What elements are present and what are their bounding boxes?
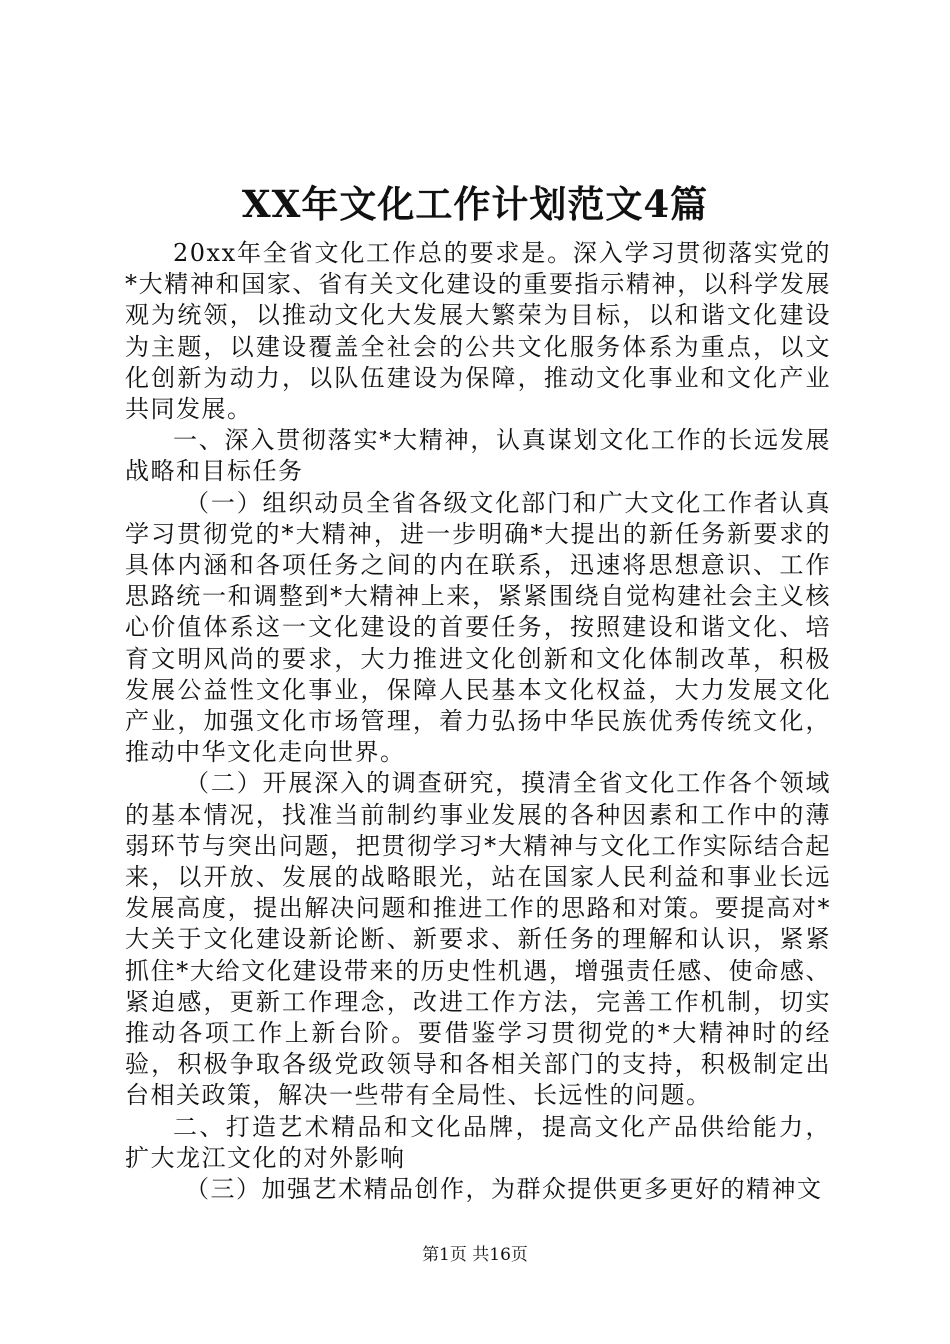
paragraph-item-2: （二）开展深入的调查研究，摸清全省文化工作各个领域的基本情况，找准当前制约事业发展的各种因素和工作中的薄弱环节与突出问题，把贯彻学习*大精神与文化工作实际结合起来，以开放、发展的战略眼光，站在国家人民利益和事业长远发展高度，提出解决问题和推进工作的思路和对策。要提高对*大关于文化建设新论断、新要求、新任务的理解和认识，紧紧抓住*大给文化建设带来的历史性机遇，增强责任感、使命感、紧迫感，更新工作理念，改进工作方法，完善工作机制，切实推动各项工作上新台阶。要借鉴学习贯彻党的*大精神时的经验，积极争取各级党政领导和各相关部门的支持，积极制定出台相关政策，解决一些带有全局性、长远性的问题。 bbox=[125, 769, 831, 1110]
section-heading-1: 一、深入贯彻落实*大精神，认真谋划文化工作的长远发展战略和目标任务 bbox=[125, 426, 831, 486]
document-body bbox=[125, 238, 831, 1205]
page-title: XX年文化工作计划范文4篇 bbox=[241, 182, 709, 226]
paragraph-item-3: （三）加强艺术精品创作，为群众提供更多更好的精神文 bbox=[185, 1175, 823, 1204]
paragraph-intro: 20xx年全省文化工作总的要求是。深入学习贯彻落实党的*大精神和国家、省有关文化建设的重要指示精神，以科学发展观为统领，以推动文化大发展大繁荣为目标，以和谐文化建设为主题，以建设覆盖全社会的公共文化服务体系为重点，以文化创新为动力，以队伍建设为保障，推动文化事业和文化产业共同发展。 bbox=[125, 239, 831, 424]
paragraph-item-1: （一）组织动员全省各级文化部门和广大文化工作者认真学习贯彻党的*大精神，进一步明确*大提出的新任务新要求的具体内涵和各项任务之间的内在联系，迅速将思想意识、工作思路统一和调整到*大精神上来，紧紧围绕自觉构建社会主义核心价值体系这一文化建设的首要任务，按照建设和谐文化、培育文明风尚的要求，大力推进文化创新和文化体制改革，积极发展公益性文化事业，保障人民基本文化权益，大力发展文化产业，加强文化市场管理，着力弘扬中华民族优秀传统文化，推动中华文化走向世界。 bbox=[125, 488, 831, 767]
page-number: 第1页 共16页 bbox=[422, 1245, 528, 1265]
section-heading-2: 二、打造艺术精品和文化品牌，提高文化产品供给能力，扩大龙江文化的对外影响 bbox=[125, 1112, 831, 1172]
